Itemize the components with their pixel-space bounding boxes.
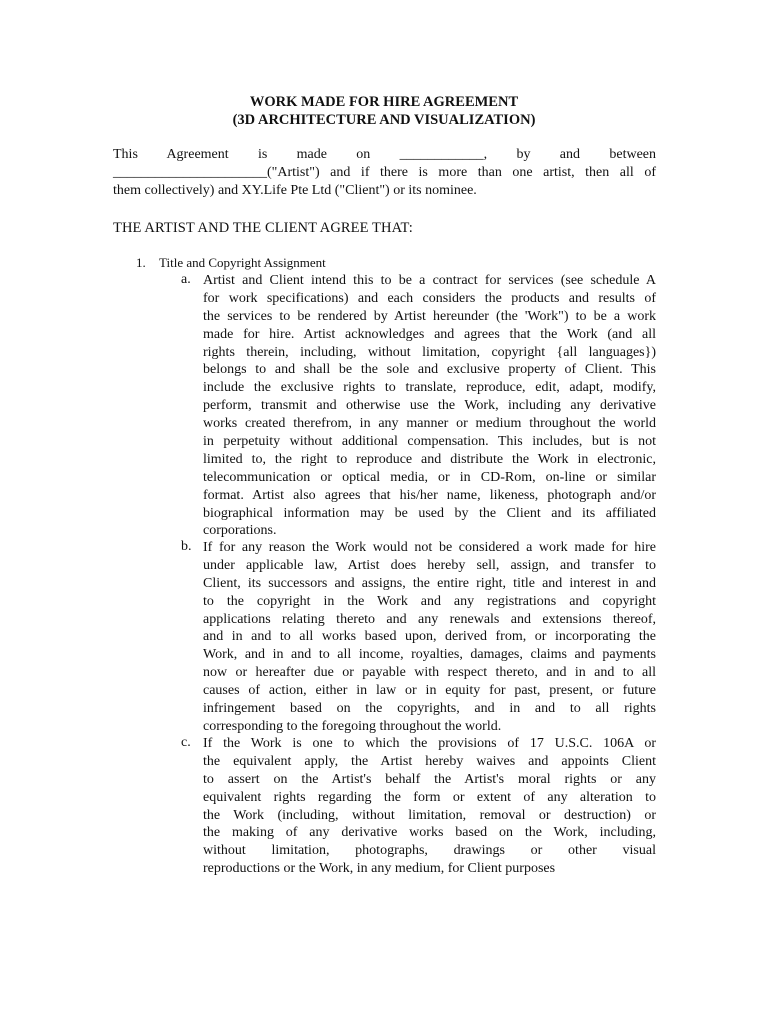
clause-line: biographical information may be used by the Client and its affiliated — [203, 505, 656, 521]
clause-line: corresponding to the foregoing throughout the world. — [203, 718, 502, 734]
clause-b — [181, 539, 656, 736]
intro-line: This Agreement is made on ____________, by and between — [113, 147, 656, 162]
intro-paragraph — [113, 146, 656, 200]
clause-line: Client, its successors and assigns, the entire right, title and interest in and — [203, 575, 656, 591]
section-number: 1. — [136, 255, 146, 270]
clause-body — [203, 539, 656, 736]
clause-line: made for hire. Artist acknowledges and agrees that the Work (and all — [203, 326, 656, 342]
clause-line: limited to, the right to reproduce and distribute the Work in electronic, — [203, 451, 656, 467]
clause-line: and in and to all works based upon, derived from, or incorporating the — [203, 629, 656, 645]
clause-line: reproductions or the Work, in any medium, for Client purposes — [203, 861, 556, 877]
clause-line: the making of any derivative works based on the Work, including, — [203, 825, 656, 841]
clause-line: include the exclusive rights to translate, reproduce, edit, adapt, modify, — [203, 380, 656, 396]
clause-c — [181, 735, 656, 878]
section-title: Title and Copyright Assignment — [159, 255, 326, 270]
clause-body — [203, 735, 656, 878]
clause-line: infringement based on the copyrights, and in and to all rights — [203, 701, 656, 717]
clause-line: causes of action, either in law or in equity for past, present, or future — [203, 683, 656, 699]
clause-line: for work specifications) and each considers the products and results of — [203, 290, 656, 306]
clause-line: format. Artist also agrees that his/her name, likeness, photograph and/or — [203, 487, 656, 503]
clause-line: Artist and Client intend this to be a contract for services (see schedule A — [203, 273, 656, 288]
clause-line: to the copyright in the Work and any registrations and copyright — [203, 593, 656, 609]
clause-line: If the Work is one to which the provisions of 17 U.S.C. 106A or — [203, 736, 656, 751]
intro-line: ______________________("Artist") and if there is more than one artist, then all of — [113, 165, 656, 180]
intro-line: them collectively) and XY.Life Pte Ltd ("Client") or its nominee. — [113, 183, 477, 198]
clause-line: belongs to and shall be the sole and exclusive property of Client. This — [203, 362, 656, 378]
clause-line: under applicable law, Artist does hereby sell, assign, and transfer to — [203, 557, 656, 573]
document-title: WORK MADE FOR HIRE AGREEMENT — [249, 94, 519, 110]
document-subtitle: (3D ARCHITECTURE AND VISUALIZATION) — [232, 112, 536, 128]
clause-line: the services to be rendered by Artist hereunder (the 'Work") to be a work — [203, 308, 656, 324]
clause-marker: c. — [181, 735, 191, 750]
clause-line: without limitation, photographs, drawings or other visual — [203, 843, 656, 859]
clause-line: equivalent rights regarding the form or extent of any alteration to — [203, 789, 656, 805]
agreement-heading: THE ARTIST AND THE CLIENT AGREE THAT: — [113, 220, 413, 236]
clause-line: the equivalent apply, the Artist hereby waives and appoints Client — [203, 753, 656, 769]
clause-line: the Work (including, without limitation, removal or destruction) or — [203, 807, 656, 823]
clause-line: perform, transmit and otherwise use the Work, including any derivative — [203, 398, 656, 414]
clause-line: If for any reason the Work would not be considered a work made for hire — [203, 540, 656, 555]
clause-line: now or hereafter due or payable with respect thereto, and in and to all — [203, 665, 656, 681]
clause-line: corporations. — [203, 523, 277, 539]
clause-marker: b. — [181, 539, 192, 554]
clause-marker: a. — [181, 272, 191, 287]
clause-line: Work, and in and to all income, royalties, damages, claims and payments — [203, 647, 656, 663]
clause-line: to assert on the Artist's behalf the Artist's moral rights or any — [203, 771, 656, 787]
clause-line: applications relating thereto and any renewals and extensions thereof, — [203, 611, 656, 627]
clause-a — [181, 272, 656, 540]
clause-line: rights therein, including, without limitation, copyright {all languages}) — [203, 344, 656, 360]
clause-line: telecommunication or optical media, or in CD-Rom, on-line or similar — [203, 469, 656, 485]
clause-body — [203, 272, 656, 540]
section-heading — [136, 254, 326, 272]
clause-line: in perpetuity without additional compensation. This includes, but is not — [203, 434, 656, 450]
clause-line: works created therefrom, in any manner or medium throughout the world — [203, 416, 656, 432]
